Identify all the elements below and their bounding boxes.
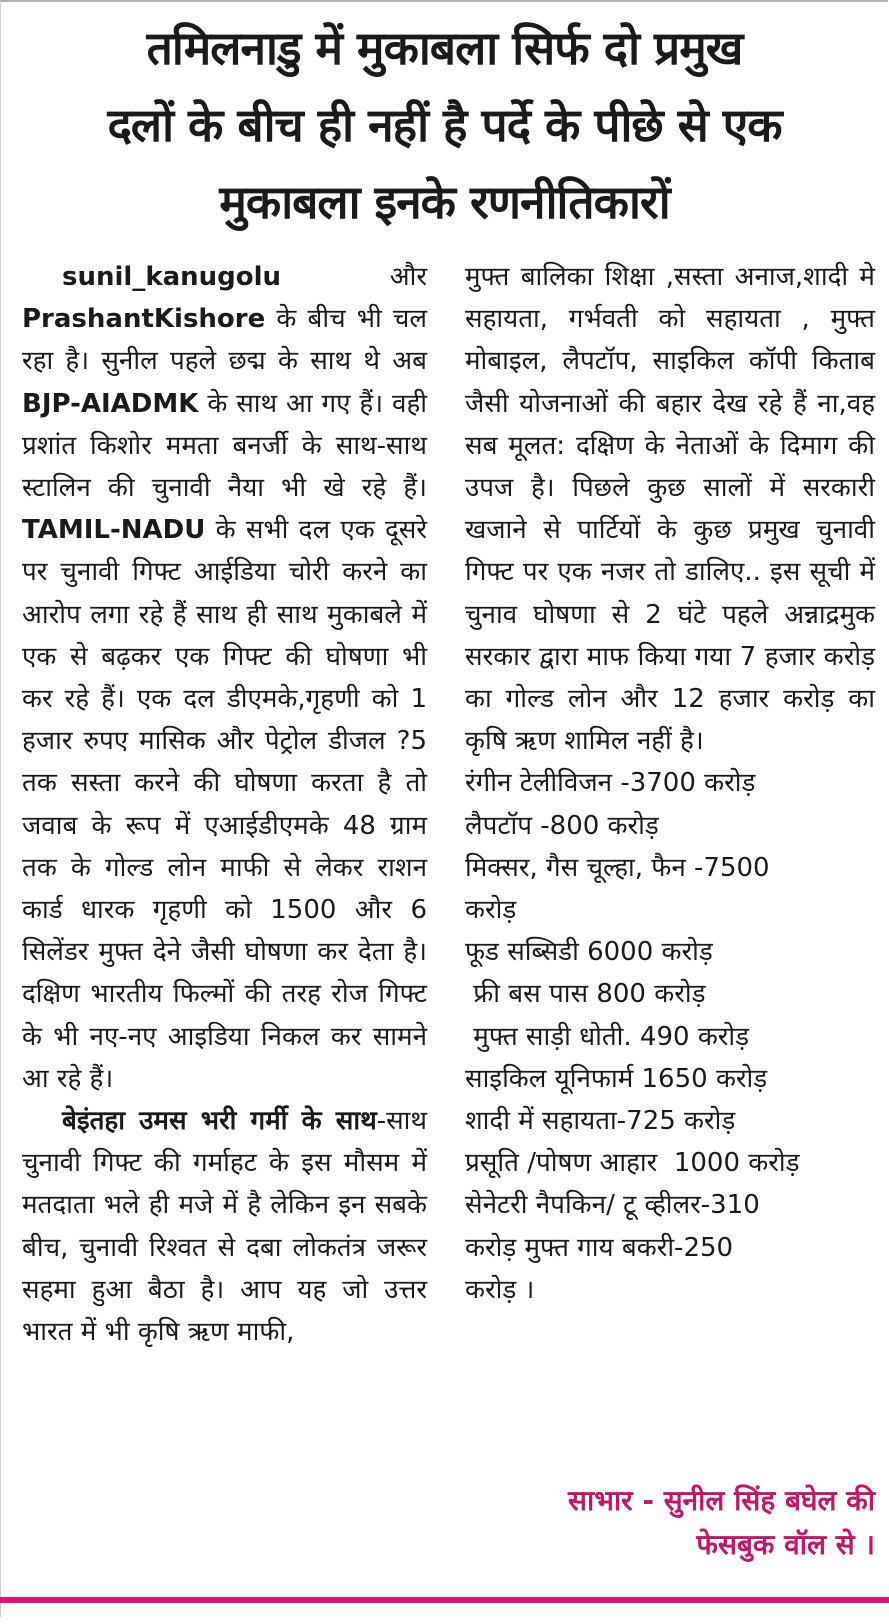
gift-list-item: मिक्सर, गैस चूल्हा, फैन -7500 [465, 852, 770, 883]
gift-list-item: रंगीन टेलीविजन -3700 करोड़ [465, 768, 756, 799]
paragraph-2-text: -साथ चुनावी गिफ्ट की गर्माहट के इस मौसम में मतदाता भले ही मजे में है लेकिन इन सबके बीच, चुनावी रिश्वत से दबा लोकतंत्र जरूर सहमा हुआ बैठा है। आप यह जो उत्तर भारत में भी कृषि ऋण माफी, [22, 1106, 427, 1348]
gift-list [465, 762, 875, 1311]
paragraph-1-text-a: के बीच भी चल रहा है। सुनील पहले छद्म के साथ थे अब [22, 304, 427, 377]
gift-list-item: सेनेटरी नैपकिन/ टू व्हीलर-310 [465, 1190, 760, 1221]
credit-line [430, 1479, 875, 1567]
credit-line-1: साभार - सुनील सिंह बघेल की [568, 1484, 875, 1517]
gift-list-item: प्रसूति /पोषण आहार 1000 करोड़ [465, 1148, 800, 1179]
gift-list-item: करोड़ मुफ्त गाय बकरी-250 [465, 1232, 734, 1263]
name-sunil: sunil_kanugolu [62, 262, 282, 292]
paragraph-2 [22, 1100, 427, 1353]
credit-line-2: फेसबुक वॉल से । [696, 1528, 875, 1561]
gift-list-item: करोड़ । [465, 1274, 535, 1305]
name-prashant: PrashantKishore [22, 304, 266, 335]
gift-list-item: फूड सब्सिडी 6000 करोड़ [465, 937, 713, 968]
gift-list-item: लैपटॉप -800 करोड़ [465, 810, 659, 841]
right-column [465, 256, 875, 1311]
text-and: और [281, 262, 427, 292]
gift-list-item: साइकिल यूनिफार्म 1650 करोड़ [465, 1063, 768, 1094]
bottom-rule [0, 1597, 889, 1603]
headline [0, 10, 889, 241]
headline-line-1: तमिलनाडु में मुकाबला सिर्फ दो प्रमुख [146, 21, 743, 75]
gift-list-item: करोड़ [465, 895, 517, 926]
state-name: TAMIL-NADU [22, 515, 206, 546]
paragraph-1-text-b: के साथ आ गए हैं। वही प्रशांत किशोर ममता बनर्जी के साथ-साथ स्टालिन की चुनावी नैया भी खे रहे हैं। [22, 388, 427, 504]
gift-list-item: फ्री बस पास 800 करोड़ [465, 979, 706, 1010]
left-column [22, 256, 427, 1353]
headline-line-3: मुकाबला इनके रणनीतिकारों [219, 175, 670, 229]
gift-list-item: मुफ्त साड़ी धोती. 490 करोड़ [465, 1021, 750, 1052]
paragraph-3: मुफ्त बालिका शिक्षा ,सस्ता अनाज,शादी मे सहायता, गर्भवती को सहायता , मुफ्त मोबाइल, लैपटॉप, साइकिल कॉपी किताब जैसी योजनाओं की बहार देख रहे हैं ना,वह सब मूलत: दक्षिण के नेताओं के दिमाग की उपज है। पिछले कुछ सालों में सरकारी खजाने से पार्टियों के कुछ प्रमुख चुनावी गिफ्ट पर एक नजर तो डालिए.. इस सूची में चुनाव घोषणा से 2 घंटे पहले अन्नाद्रमुक सरकार द्वारा माफ किया गया 7 हजार करोड़ का गोल्ड लोन और 12 हजार करोड़ का कृषि ऋण शामिल नहीं है। [465, 262, 875, 757]
headline-line-2: दलों के बीच ही नहीं है पर्दे के पीछे से एक [107, 98, 782, 152]
paragraph-1 [22, 256, 427, 1100]
gift-list-item: शादी में सहायता-725 करोड़ [465, 1106, 736, 1137]
party-name: BJP-AIADMK [22, 388, 199, 419]
paragraph-1-text-c: के सभी दल एक दूसरे पर चुनावी गिफ्ट आईडिया चोरी करने का आरोप लगा रहे हैं साथ ही साथ मुकाबले में एक से बढ़कर एक गिफ्ट की घोषणा भी कर रहे हैं। एक दल डीएमके,गृहणी को 1 हजार रुपए मासिक और पेट्रोल डीजल ?5 तक सस्ता करने की घोषणा करता है तो जवाब के रूप में एआईडीएमके 48 ग्राम तक के गोल्ड लोन माफी से लेकर राशन कार्ड धारक गृहणी को 1500 और 6 सिलेंडर मुफ्त देने जैसी घोषणा कर देता है। दक्षिण भारतीय फिल्मों की तरह रोज गिफ्ट के भी नए-नए आइडिया निकल कर सामने आ रहे हैं। [22, 515, 427, 1094]
paragraph-2-lead: बेइंतहा उमस भरी गर्मी के साथ [62, 1106, 377, 1137]
